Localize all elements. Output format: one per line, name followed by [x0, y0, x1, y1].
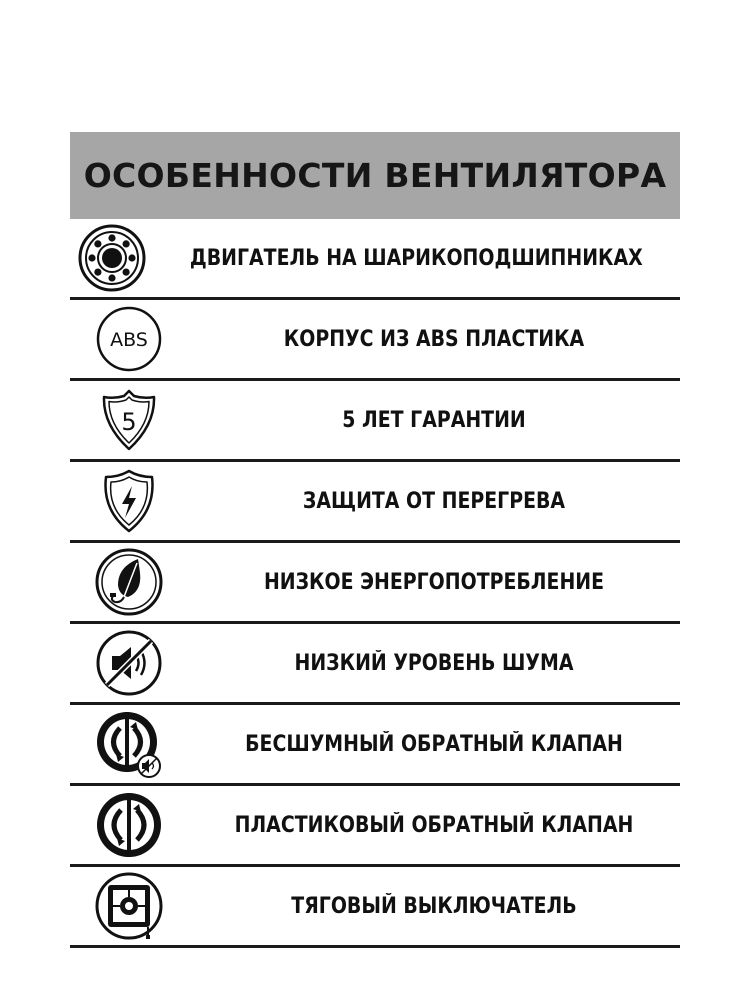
feature-label: БЕСШУМНЫЙ ОБРАТНЫЙ КЛАПАН — [245, 731, 623, 757]
features-title: ОСОБЕННОСТИ ВЕНТИЛЯТОРА — [83, 156, 667, 195]
feature-label: НИЗКОЕ ЭНЕРГОПОТРЕБЛЕНИЕ — [263, 569, 605, 595]
feature-row-overheat — [70, 462, 680, 543]
feature-label: ПЛАСТИКОВЫЙ ОБРАТНЫЙ КЛАПАН — [234, 812, 634, 838]
svg-text:5: 5 — [121, 408, 137, 436]
feature-row-energy — [70, 543, 680, 624]
feature-label: ТЯГОВЫЙ ВЫКЛЮЧАТЕЛЬ — [291, 893, 577, 919]
feature-row-abs — [70, 300, 680, 381]
abs-icon — [94, 304, 164, 374]
shield-lightning-icon — [94, 466, 164, 536]
feature-row-warranty — [70, 381, 680, 462]
feature-row-motor — [70, 219, 680, 300]
feature-label: 5 ЛЕТ ГАРАНТИИ — [342, 407, 526, 433]
feature-row-silent-valve — [70, 705, 680, 786]
feature-label: ЗАЩИТА ОТ ПЕРЕГРЕВА — [302, 488, 566, 514]
feature-row-noise — [70, 624, 680, 705]
feature-label: КОРПУС ИЗ ABS ПЛАСТИКА — [283, 326, 585, 352]
features-panel — [70, 132, 680, 948]
silent-valve-icon — [94, 709, 164, 779]
feature-row-plastic-valve — [70, 786, 680, 867]
ball-bearing-icon — [77, 223, 147, 293]
muted-speaker-icon — [94, 628, 164, 698]
feature-row-pull-switch — [70, 867, 680, 948]
pull-switch-icon — [94, 871, 164, 941]
leaf-plug-icon — [94, 547, 164, 617]
valve-icon — [94, 790, 164, 860]
feature-label: НИЗКИЙ УРОВЕНЬ ШУМА — [294, 650, 574, 676]
feature-label: ДВИГАТЕЛЬ НА ШАРИКОПОДШИПНИКАХ — [190, 245, 644, 271]
features-header — [70, 132, 680, 219]
svg-text:ABS: ABS — [110, 329, 148, 351]
shield-5-icon — [94, 385, 164, 455]
